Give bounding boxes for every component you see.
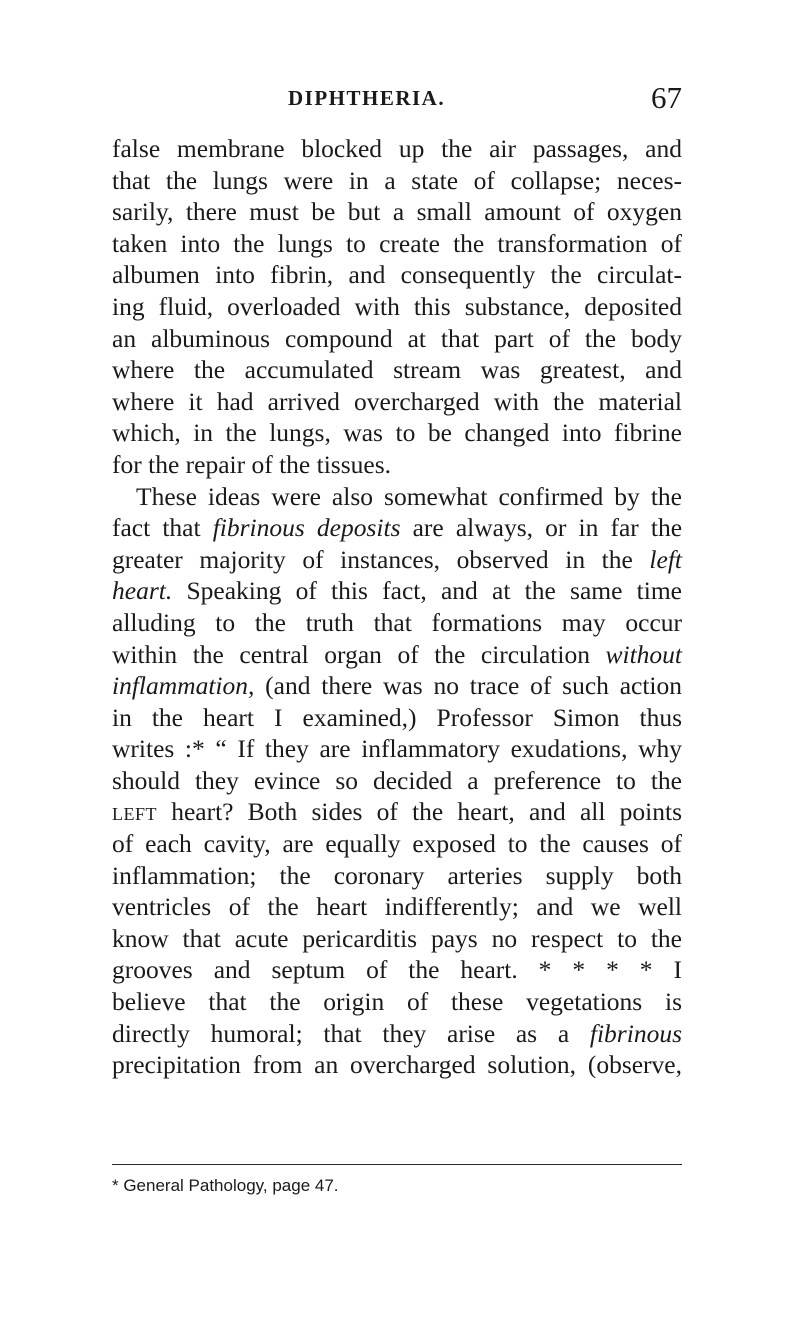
text-span: writes :* “ If they are inflammatory exudations, why bbox=[112, 734, 682, 764]
text-span: sarily, there must be but a small amount of oxygen bbox=[112, 197, 682, 227]
body-text bbox=[112, 133, 682, 1081]
text-line bbox=[112, 228, 682, 260]
text-line bbox=[112, 165, 682, 197]
italic-span: fibrinous deposits bbox=[212, 513, 401, 543]
text-line bbox=[112, 291, 682, 323]
text-span: directly humoral; that they arise as a bbox=[112, 1018, 590, 1048]
text-span: that the lungs were in a state of collapse; neces- bbox=[112, 165, 682, 195]
text-line bbox=[112, 133, 682, 165]
text-span: of each cavity, are equally exposed to the causes of bbox=[112, 829, 682, 859]
text-span: fact that bbox=[112, 513, 213, 543]
text-span: where the accumulated stream was greatest, and bbox=[112, 355, 682, 385]
text-line bbox=[112, 481, 682, 513]
text-line bbox=[112, 354, 682, 386]
text-line bbox=[112, 259, 682, 291]
footnote: * General Pathology, page 47. bbox=[112, 1176, 339, 1195]
text-span: grooves and septum of the heart. * * * * I bbox=[112, 955, 682, 985]
text-span: Speaking of this fact, and at the same time bbox=[172, 576, 682, 606]
text-line bbox=[112, 828, 682, 860]
text-line bbox=[112, 670, 682, 702]
text-span: precipitation from an overcharged solution, (observe, bbox=[112, 1050, 682, 1080]
text-span: taken into the lungs to create the transformation of bbox=[112, 228, 682, 258]
text-line bbox=[112, 386, 682, 418]
text-line bbox=[112, 575, 682, 607]
text-line bbox=[112, 196, 682, 228]
italic-span: fibrinous bbox=[589, 1018, 682, 1048]
text-span: should they evince so decided a preference to the bbox=[112, 765, 682, 795]
text-span: are always, or in far the bbox=[400, 513, 683, 543]
text-span: which, in the lungs, was to be changed into fibrine bbox=[112, 418, 682, 448]
italic-span: inflammation, bbox=[112, 671, 255, 701]
text-span: heart? Both sides of the heart, and all points bbox=[157, 797, 682, 827]
text-span: ventricles of the heart indifferently; and we well bbox=[112, 892, 682, 922]
text-span: believe that the origin of these vegetations is bbox=[112, 987, 682, 1017]
text-span: inflammation; the coronary arteries supply both bbox=[112, 860, 682, 890]
text-line bbox=[112, 1018, 682, 1050]
text-span: (and there was no trace of such action bbox=[254, 671, 682, 701]
text-span: alluding to the truth that formations may occur bbox=[112, 607, 682, 637]
text-line bbox=[112, 323, 682, 355]
text-line bbox=[112, 954, 682, 986]
text-line bbox=[112, 891, 682, 923]
italic-span: left bbox=[649, 544, 682, 574]
text-line bbox=[112, 986, 682, 1018]
text-line bbox=[112, 923, 682, 955]
running-head bbox=[112, 80, 682, 116]
text-line bbox=[112, 702, 682, 734]
footnote-rule bbox=[112, 1164, 682, 1165]
text-span: within the central organ of the circulation bbox=[112, 639, 606, 669]
italic-span: without bbox=[605, 639, 682, 669]
text-span: an albuminous compound at that part of the body bbox=[112, 323, 682, 353]
text-line bbox=[112, 796, 682, 828]
text-line bbox=[112, 1049, 682, 1081]
running-title: DIPHTHERIA. bbox=[288, 86, 446, 110]
text-line bbox=[112, 512, 682, 544]
text-span: ing fluid, overloaded with this substance, deposited bbox=[112, 291, 682, 321]
text-line bbox=[112, 639, 682, 671]
text-span: in the heart I examined,) Professor Simon thus bbox=[112, 702, 682, 732]
text-line bbox=[112, 449, 682, 481]
text-span: where it had arrived overcharged with the material bbox=[112, 386, 682, 416]
italic-span: heart. bbox=[112, 576, 173, 606]
text-span: These ideas were also somewhat confirmed by the bbox=[136, 481, 682, 511]
smallcaps-span: left bbox=[112, 797, 157, 827]
text-span: know that acute pericarditis pays no respect to the bbox=[112, 923, 682, 953]
text-line bbox=[112, 607, 682, 639]
text-line bbox=[112, 860, 682, 892]
text-line bbox=[112, 733, 682, 765]
text-line bbox=[112, 765, 682, 797]
text-line bbox=[112, 544, 682, 576]
text-span: for the repair of the tissues. bbox=[112, 449, 391, 479]
text-span: false membrane blocked up the air passages, and bbox=[112, 134, 682, 163]
text-line bbox=[112, 417, 682, 449]
text-span: albumen into fibrin, and consequently the circulat- bbox=[112, 260, 682, 290]
page-number: 67 bbox=[651, 80, 682, 115]
text-span: greater majority of instances, observed in the bbox=[112, 544, 650, 574]
